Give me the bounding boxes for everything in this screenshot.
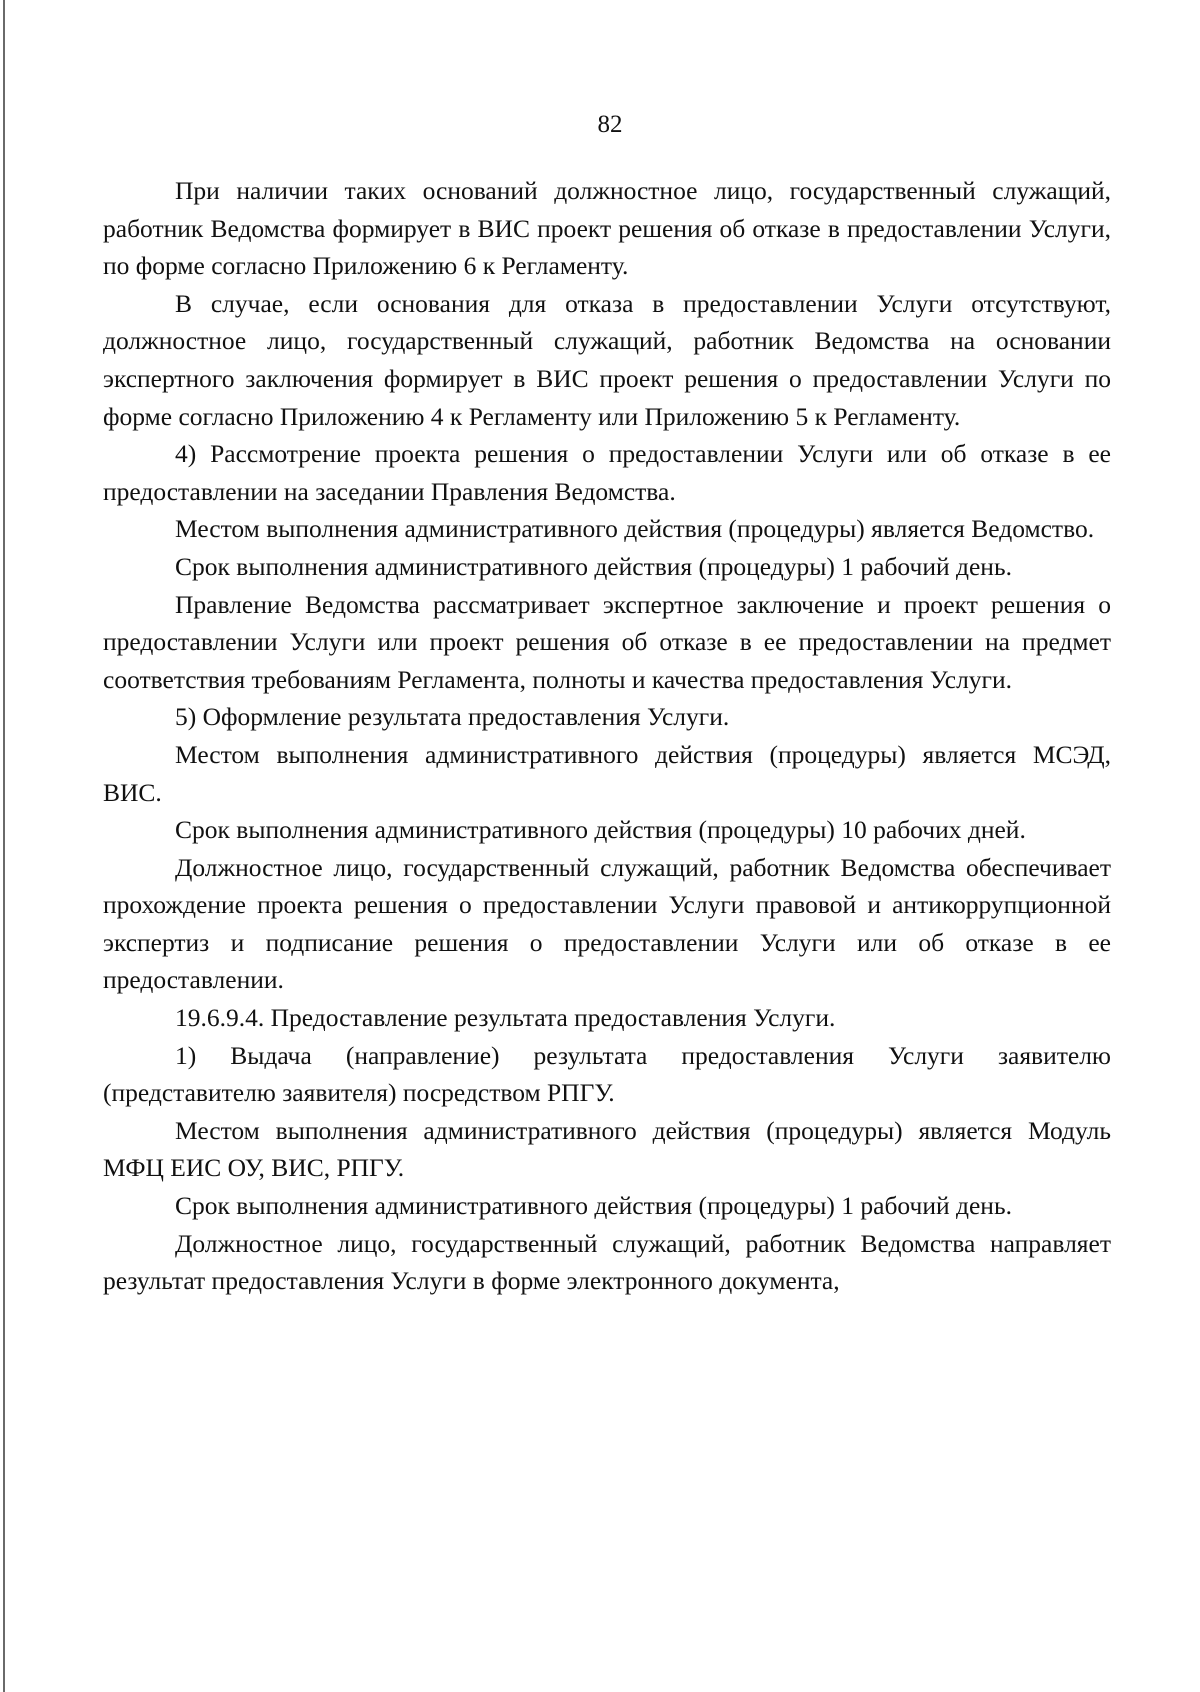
paragraph-board-review: Правление Ведомства рассматривает экспертное заключение и проект решения о предоставлении Услуги или проект решения об отказе в ее предоставлении на предмет соответствия требованиям Регламента, полноты и качества предоставления Услуги. [103, 589, 1111, 694]
paragraph-step-4-place: Местом выполнения административного действия (процедуры) является Ведомство. [175, 514, 1095, 544]
paragraph-result-sending: Должностное лицо, государственный служащий, работник Ведомства направляет результат предоставления Услуги в форме электронного документа, [103, 1228, 1111, 1296]
paragraph-step-4-term: Срок выполнения административного действия (процедуры) 1 рабочий день. [175, 551, 1012, 581]
paragraph-expertise-signing: Должностное лицо, государственный служащий, работник Ведомства обеспечивает прохождение проекта решения о предоставлении Услуги правовой и антикоррупционной экспертиз и подписание решения о предоставлении Услуги или об отказе в ее предоставлении. [103, 852, 1111, 995]
paragraph-step-1-term: Срок выполнения административного действия (процедуры) 1 рабочий день. [175, 1191, 1012, 1221]
page-number: 82 [597, 111, 623, 138]
paragraph-step-5-term: Срок выполнения административного действия (процедуры) 10 рабочих дней. [175, 815, 1026, 845]
scan-edge-line [3, 0, 5, 1692]
section-heading-19-6-9-4: 19.6.9.4. Предоставление результата предоставления Услуги. [175, 1003, 836, 1033]
document-body [103, 172, 1111, 1300]
paragraph-step-5-formalize: 5) Оформление результата предоставления Услуги. [175, 702, 730, 732]
paragraph-step-4-review: 4) Рассмотрение проекта решения о предоставлении Услуги или об отказе в ее предоставлении на заседании Правления Ведомства. [103, 439, 1111, 506]
paragraph-no-refusal-grounds: В случае, если основания для отказа в предоставлении Услуги отсутствуют, должностное лицо, государственный служащий, работник Ведомства на основании экспертного заключения формирует в ВИС проект решения о предоставлении Услуги по форме согласно Приложению 4 к Регламенту или Приложению 5 к Регламенту. [103, 288, 1111, 431]
paragraph-refusal-grounds: При наличии таких оснований должностное лицо, государственный служащий, работник Ведомства формирует в ВИС проект решения об отказе в предоставлении Услуги, по форме согласно Приложению 6 к Регламенту. [103, 176, 1111, 281]
paragraph-step-1-place: Местом выполнения административного действия (процедуры) является Модуль МФЦ ЕИС ОУ, ВИС, РПГУ. [103, 1115, 1111, 1183]
paragraph-step-5-place: Местом выполнения административного действия (процедуры) является МСЭД, ВИС. [103, 739, 1111, 807]
paragraph-step-1-issue: 1) Выдача (направление) результата предоставления Услуги заявителю (представителю заявителя) посредством РПГУ. [103, 1040, 1111, 1108]
